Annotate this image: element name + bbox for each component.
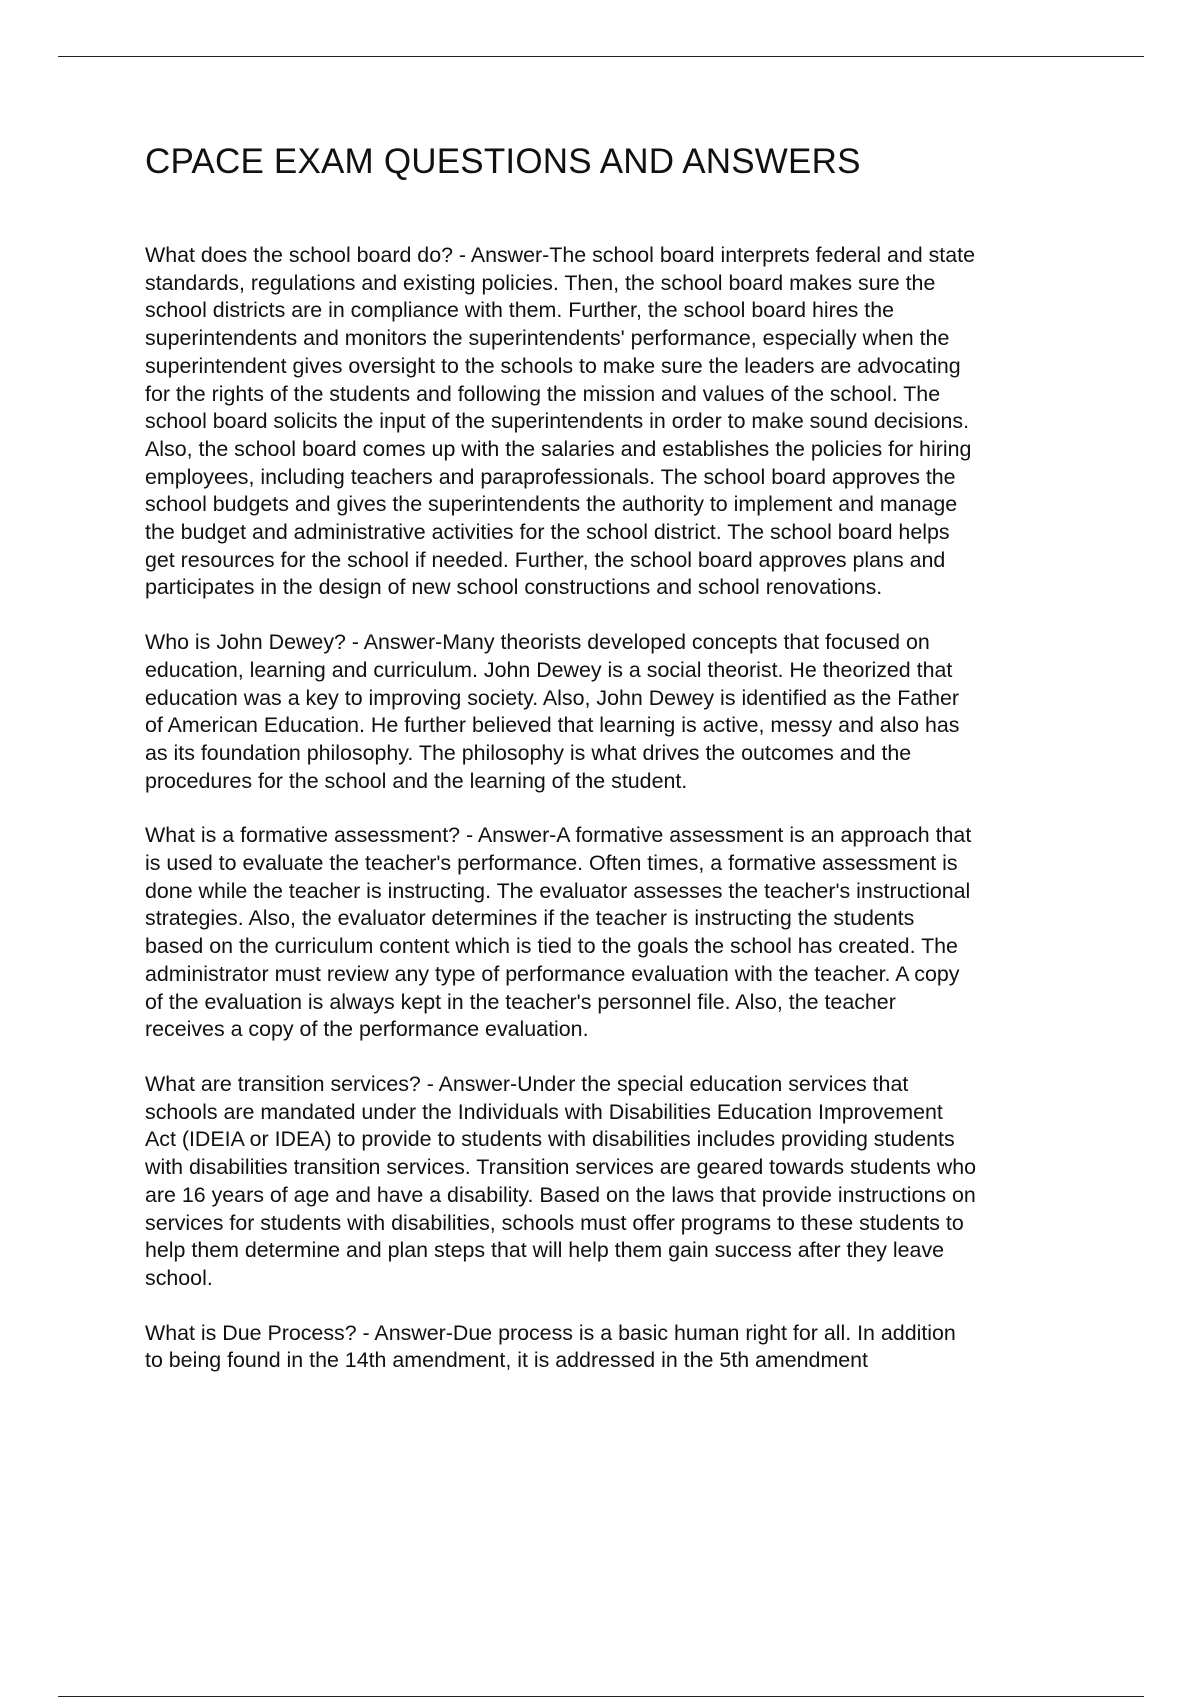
paragraph-line: Who is John Dewey? - Answer-Many theorists developed concepts that focused on (145, 630, 930, 655)
paragraph-line: employees, including teachers and paraprofessionals. The school board approves the (145, 464, 956, 489)
paragraph-line: standards, regulations and existing policies. Then, the school board makes sure the (145, 270, 936, 295)
paragraph-line: What does the school board do? - Answer-The school board interprets federal and state (145, 243, 975, 267)
paragraph-line: What is a formative assessment? - Answer-A formative assessment is an approach that (145, 823, 972, 848)
paragraph-line: of American Education. He further believed that learning is active, messy and also has (145, 713, 960, 738)
paragraph-line: get resources for the school if needed. Further, the school board approves plans and (145, 547, 946, 572)
paragraph-line: Act (IDEIA or IDEA) to provide to students with disabilities includes providing students (145, 1127, 955, 1152)
paragraph-line: to being found in the 14th amendment, it is addressed in the 5th amendment (145, 1348, 868, 1373)
paragraph-line: school budgets and gives the superintendents the authority to implement and manage (145, 492, 958, 517)
page-title: CPACE EXAM QUESTIONS AND ANSWERS (145, 142, 861, 181)
paragraph-line: Also, the school board comes up with the salaries and establishes the policies for hiring (145, 436, 972, 461)
paragraph-line: school. (145, 1265, 213, 1290)
qa-paragraph (145, 242, 1145, 602)
paragraph-line: for the rights of the students and following the mission and values of the school. The (145, 381, 941, 406)
paragraph-line: school board solicits the input of the superintendents in order to make sound decisions. (145, 409, 970, 434)
top-rule (58, 56, 1144, 57)
paragraph-line: strategies. Also, the evaluator determines if the teacher is instructing the students (145, 906, 915, 931)
paragraph-line: is used to evaluate the teacher's performance. Often times, a formative assessment is (145, 851, 958, 876)
paragraph-line: receives a copy of the performance evaluation. (145, 1017, 589, 1042)
paragraph-line: education, learning and curriculum. John Dewey is a social theorist. He theorized that (145, 657, 953, 682)
paragraph-line: are 16 years of age and have a disability. Based on the laws that provide instructions on (145, 1182, 976, 1207)
qa-paragraph (145, 1320, 1145, 1375)
paragraph-line: superintendent gives oversight to the schools to make sure the leaders are advocating (145, 353, 961, 378)
paragraph-line: What are transition services? - Answer-Under the special education services that (145, 1071, 909, 1096)
qa-paragraph (145, 629, 1145, 795)
paragraph-line: administrator must review any type of performance evaluation with the teacher. A copy (145, 961, 960, 986)
paragraph-line: procedures for the school and the learning of the student. (145, 768, 688, 793)
paragraph-line: participates in the design of new school constructions and school renovations. (145, 575, 883, 600)
paragraph-line: as its foundation philosophy. The philosophy is what drives the outcomes and the (145, 740, 912, 765)
paragraph-line: based on the curriculum content which is tied to the goals the school has created. The (145, 934, 958, 959)
paragraph-line: schools are mandated under the Individuals with Disabilities Education Improvement (145, 1099, 943, 1124)
paragraph-line: of the evaluation is always kept in the teacher's personnel file. Also, the teacher (145, 989, 896, 1014)
paragraph-line: help them determine and plan steps that will help them gain success after they leave (145, 1238, 945, 1263)
qa-paragraph (145, 822, 1145, 1044)
paragraph-line: school districts are in compliance with them. Further, the school board hires the (145, 298, 895, 323)
document-body (145, 242, 1145, 1402)
qa-paragraph (145, 1071, 1145, 1293)
paragraph-line: the budget and administrative activities for the school district. The school board helps (145, 520, 950, 545)
paragraph-line: What is Due Process? - Answer-Due process is a basic human right for all. In addition (145, 1320, 956, 1345)
bottom-rule (58, 1696, 1144, 1697)
paragraph-line: education was a key to improving society. Also, John Dewey is identified as the Father (145, 685, 960, 710)
paragraph-line: services for students with disabilities, schools must offer programs to these students to (145, 1210, 964, 1235)
paragraph-line: superintendents and monitors the superintendents' performance, especially when the (145, 326, 950, 351)
paragraph-line: done while the teacher is instructing. The evaluator assesses the teacher's instructional (145, 878, 971, 903)
paragraph-line: with disabilities transition services. Transition services are geared towards students who (145, 1155, 977, 1180)
